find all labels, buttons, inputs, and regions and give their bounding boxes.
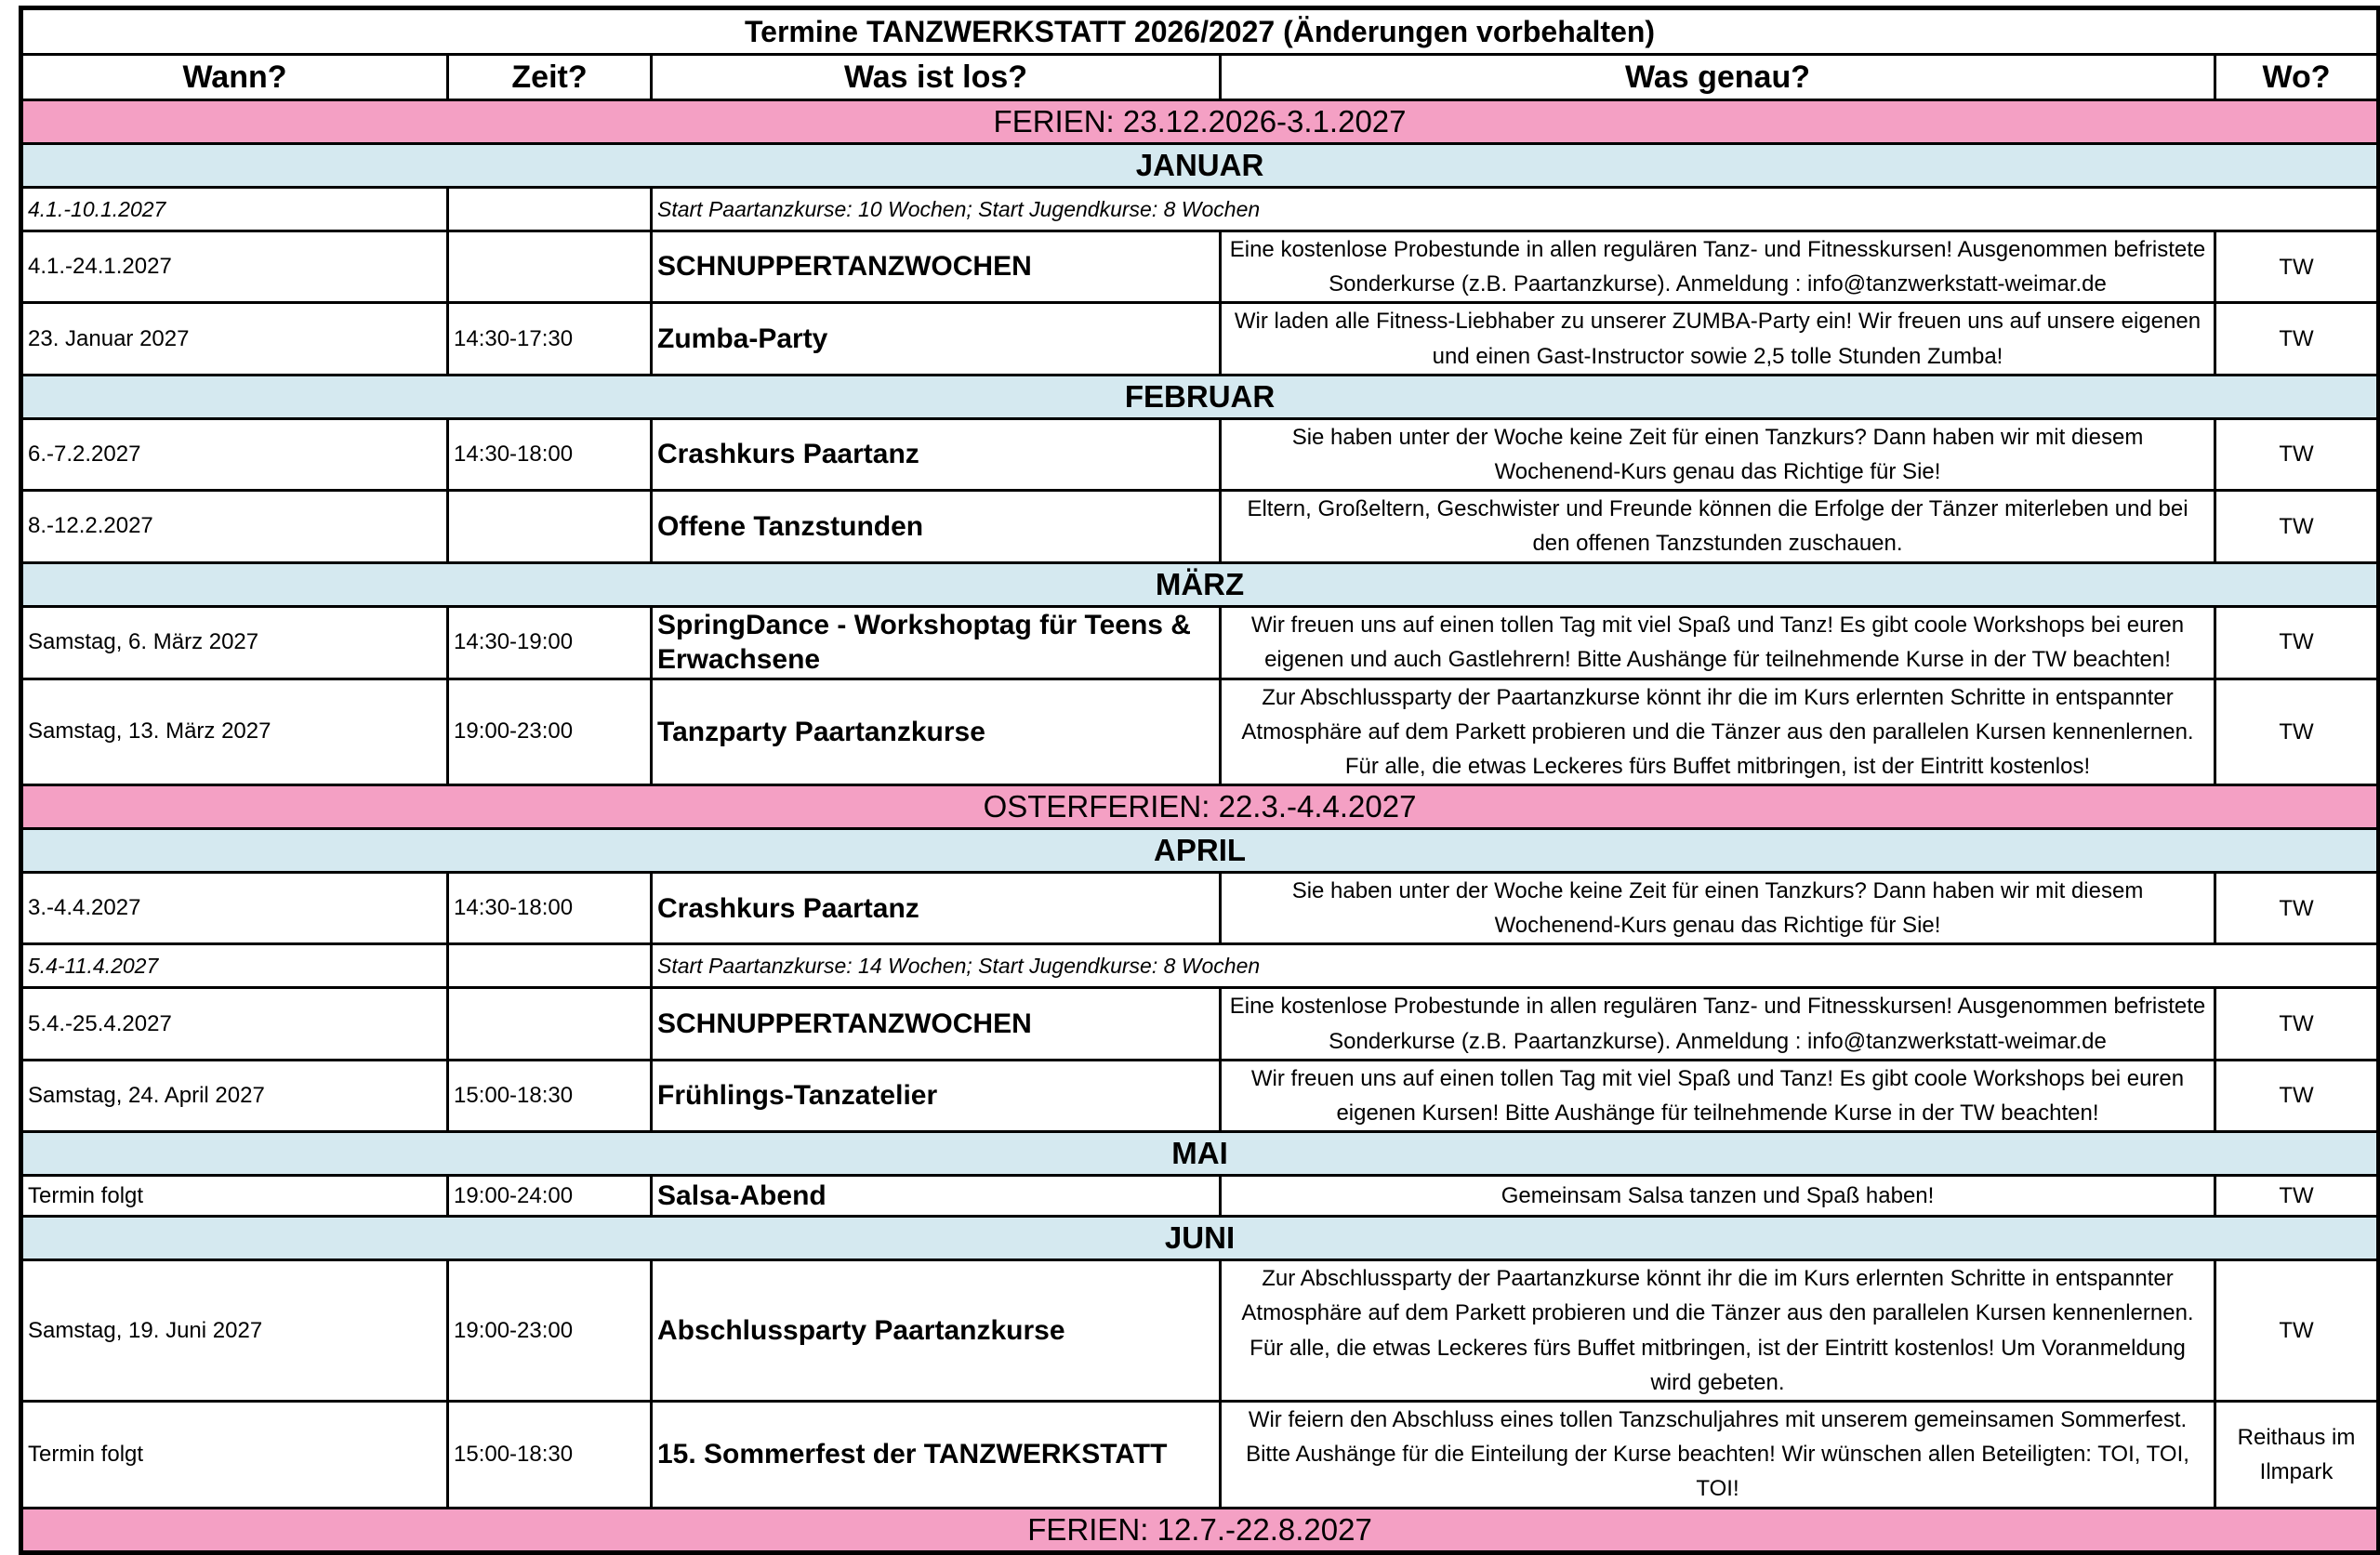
- note-text: Start Paartanzkurse: 14 Wochen; Start Jugendkurse: 8 Wochen: [652, 944, 2379, 988]
- month-row: [21, 1132, 2379, 1176]
- event-detail: Zur Abschlussparty der Paartanzkurse könnt ihr die im Kurs erlernten Schritte in entspannter Atmosphäre auf dem Parkett probieren und die Tänzer aus den parallelen Kursen kennenlernen. Für alle, die etwas Leckeres fürs Buffet mitbringen, ist der Eintritt kostenlos! Um Voranmeldung wird gebeten.: [1221, 1260, 2215, 1402]
- empty-cell: [448, 944, 652, 988]
- header-row: [21, 55, 2379, 100]
- event-title: Frühlings-Tanzatelier: [652, 1060, 1221, 1131]
- event-time: 15:00-18:30: [448, 1060, 652, 1131]
- event-location: TW: [2215, 231, 2379, 303]
- event-date: 3.-4.4.2027: [21, 873, 448, 944]
- event-date: 6.-7.2.2027: [21, 418, 448, 490]
- month-label: FEBRUAR: [21, 375, 2379, 418]
- event-title: Tanzparty Paartanzkurse: [652, 679, 1221, 785]
- event-location: TW: [2215, 606, 2379, 679]
- holiday-row: [21, 1508, 2379, 1552]
- event-detail: Eine kostenlose Probestunde in allen regulären Tanz- und Fitnesskursen! Ausgenommen befristete Sonderkurse (z.B. Paartanzkurse). Anmeldung : info@tanzwerkstatt-weimar.de: [1221, 231, 2215, 303]
- event-row: [21, 679, 2379, 785]
- event-title: Salsa-Abend: [652, 1176, 1221, 1217]
- empty-cell: [448, 188, 652, 231]
- schedule-table: [19, 6, 2380, 1555]
- title-row: [21, 8, 2379, 55]
- event-title: Abschlussparty Paartanzkurse: [652, 1260, 1221, 1402]
- event-row: [21, 988, 2379, 1060]
- note-row: [21, 944, 2379, 988]
- note-text: Start Paartanzkurse: 10 Wochen; Start Jugendkurse: 8 Wochen: [652, 188, 2379, 231]
- event-title: Zumba-Party: [652, 303, 1221, 375]
- event-title: Crashkurs Paartanz: [652, 418, 1221, 490]
- event-location: TW: [2215, 1176, 2379, 1217]
- event-row: [21, 231, 2379, 303]
- event-date: Termin folgt: [21, 1176, 448, 1217]
- column-header-wann: Wann?: [21, 55, 448, 100]
- event-detail: Gemeinsam Salsa tanzen und Spaß haben!: [1221, 1176, 2215, 1217]
- event-title: Offene Tanzstunden: [652, 491, 1221, 562]
- event-location: TW: [2215, 873, 2379, 944]
- event-time: [448, 231, 652, 303]
- event-row: [21, 491, 2379, 562]
- month-row: [21, 375, 2379, 418]
- event-location: TW: [2215, 988, 2379, 1060]
- event-time: [448, 491, 652, 562]
- column-header-zeit: Zeit?: [448, 55, 652, 100]
- event-time: 19:00-23:00: [448, 1260, 652, 1402]
- event-date: Samstag, 6. März 2027: [21, 606, 448, 679]
- month-label: MAI: [21, 1132, 2379, 1176]
- column-header-wo: Wo?: [2215, 55, 2379, 100]
- event-row: [21, 303, 2379, 375]
- month-label: MÄRZ: [21, 562, 2379, 606]
- holiday-label: FERIEN: 23.12.2026-3.1.2027: [21, 100, 2379, 144]
- month-row: [21, 829, 2379, 873]
- page-title: Termine TANZWERKSTATT 2026/2027 (Änderungen vorbehalten): [21, 8, 2379, 55]
- column-header-was-genau: Was genau?: [1221, 55, 2215, 100]
- event-detail: Eine kostenlose Probestunde in allen regulären Tanz- und Fitnesskursen! Ausgenommen befristete Sonderkurse (z.B. Paartanzkurse). Anmeldung : info@tanzwerkstatt-weimar.de: [1221, 988, 2215, 1060]
- event-time: 19:00-23:00: [448, 679, 652, 785]
- note-row: [21, 188, 2379, 231]
- event-date: Samstag, 13. März 2027: [21, 679, 448, 785]
- event-row: [21, 1260, 2379, 1402]
- event-location: TW: [2215, 491, 2379, 562]
- event-title: SCHNUPPERTANZWOCHEN: [652, 231, 1221, 303]
- month-label: APRIL: [21, 829, 2379, 873]
- month-label: JUNI: [21, 1217, 2379, 1260]
- event-time: 14:30-17:30: [448, 303, 652, 375]
- event-time: 14:30-18:00: [448, 418, 652, 490]
- event-detail: Wir feiern den Abschluss eines tollen Tanzschuljahres mit unserem gemeinsamen Sommerfest. Bitte Aushänge für die Einteilung der Kurse beachten! Wir wünschen allen Beteiligten: TOI, TOI, TOI!: [1221, 1401, 2215, 1508]
- event-location: Reithaus im Ilmpark: [2215, 1401, 2379, 1508]
- month-label: JANUAR: [21, 144, 2379, 188]
- holiday-label: FERIEN: 12.7.-22.8.2027: [21, 1508, 2379, 1552]
- note-date: 4.1.-10.1.2027: [21, 188, 448, 231]
- event-detail: Wir laden alle Fitness-Liebhaber zu unserer ZUMBA-Party ein! Wir freuen uns auf unsere eigenen und einen Gast-Instructor sowie 2,5 tolle Stunden Zumba!: [1221, 303, 2215, 375]
- event-location: TW: [2215, 1060, 2379, 1131]
- holiday-row: [21, 785, 2379, 829]
- event-detail: Zur Abschlussparty der Paartanzkurse könnt ihr die im Kurs erlernten Schritte in entspannter Atmosphäre auf dem Parkett probieren und die Tänzer aus den parallelen Kursen kennenlernen. Für alle, die etwas Leckeres fürs Buffet mitbringen, ist der Eintritt kostenlos!: [1221, 679, 2215, 785]
- event-date: 23. Januar 2027: [21, 303, 448, 375]
- event-time: 15:00-18:30: [448, 1401, 652, 1508]
- event-time: 14:30-19:00: [448, 606, 652, 679]
- event-time: 14:30-18:00: [448, 873, 652, 944]
- event-title: SCHNUPPERTANZWOCHEN: [652, 988, 1221, 1060]
- month-row: [21, 144, 2379, 188]
- event-row: [21, 418, 2379, 490]
- event-date: Termin folgt: [21, 1401, 448, 1508]
- event-row: [21, 606, 2379, 679]
- holiday-row: [21, 100, 2379, 144]
- event-date: 8.-12.2.2027: [21, 491, 448, 562]
- event-location: TW: [2215, 679, 2379, 785]
- event-detail: Sie haben unter der Woche keine Zeit für einen Tanzkurs? Dann haben wir mit diesem Wochenend-Kurs genau das Richtige für Sie!: [1221, 873, 2215, 944]
- event-date: Samstag, 19. Juni 2027: [21, 1260, 448, 1402]
- event-title: 15. Sommerfest der TANZWERKSTATT: [652, 1401, 1221, 1508]
- event-location: TW: [2215, 418, 2379, 490]
- event-date: Samstag, 24. April 2027: [21, 1060, 448, 1131]
- month-row: [21, 1217, 2379, 1260]
- event-title: SpringDance - Workshoptag für Teens & Erwachsene: [652, 606, 1221, 679]
- event-row: [21, 873, 2379, 944]
- event-row: [21, 1401, 2379, 1508]
- event-location: TW: [2215, 303, 2379, 375]
- event-time: [448, 988, 652, 1060]
- month-row: [21, 562, 2379, 606]
- event-row: [21, 1176, 2379, 1217]
- holiday-label: OSTERFERIEN: 22.3.-4.4.2027: [21, 785, 2379, 829]
- note-date: 5.4-11.4.2027: [21, 944, 448, 988]
- event-row: [21, 1060, 2379, 1131]
- event-detail: Wir freuen uns auf einen tollen Tag mit viel Spaß und Tanz! Es gibt coole Workshops bei euren eigenen und auch Gastlehrern! Bitte Aushänge für teilnehmende Kurse in der TW beachten!: [1221, 606, 2215, 679]
- event-time: 19:00-24:00: [448, 1176, 652, 1217]
- event-detail: Sie haben unter der Woche keine Zeit für einen Tanzkurs? Dann haben wir mit diesem Wochenend-Kurs genau das Richtige für Sie!: [1221, 418, 2215, 490]
- event-location: TW: [2215, 1260, 2379, 1402]
- event-title: Crashkurs Paartanz: [652, 873, 1221, 944]
- event-detail: Eltern, Großeltern, Geschwister und Freunde können die Erfolge der Tänzer miterleben und bei den offenen Tanzstunden zuschauen.: [1221, 491, 2215, 562]
- event-detail: Wir freuen uns auf einen tollen Tag mit viel Spaß und Tanz! Es gibt coole Workshops bei euren eigenen Kursen! Bitte Aushänge für teilnehmende Kurse in der TW beachten!: [1221, 1060, 2215, 1131]
- event-date: 5.4.-25.4.2027: [21, 988, 448, 1060]
- column-header-was-ist-los: Was ist los?: [652, 55, 1221, 100]
- event-date: 4.1.-24.1.2027: [21, 231, 448, 303]
